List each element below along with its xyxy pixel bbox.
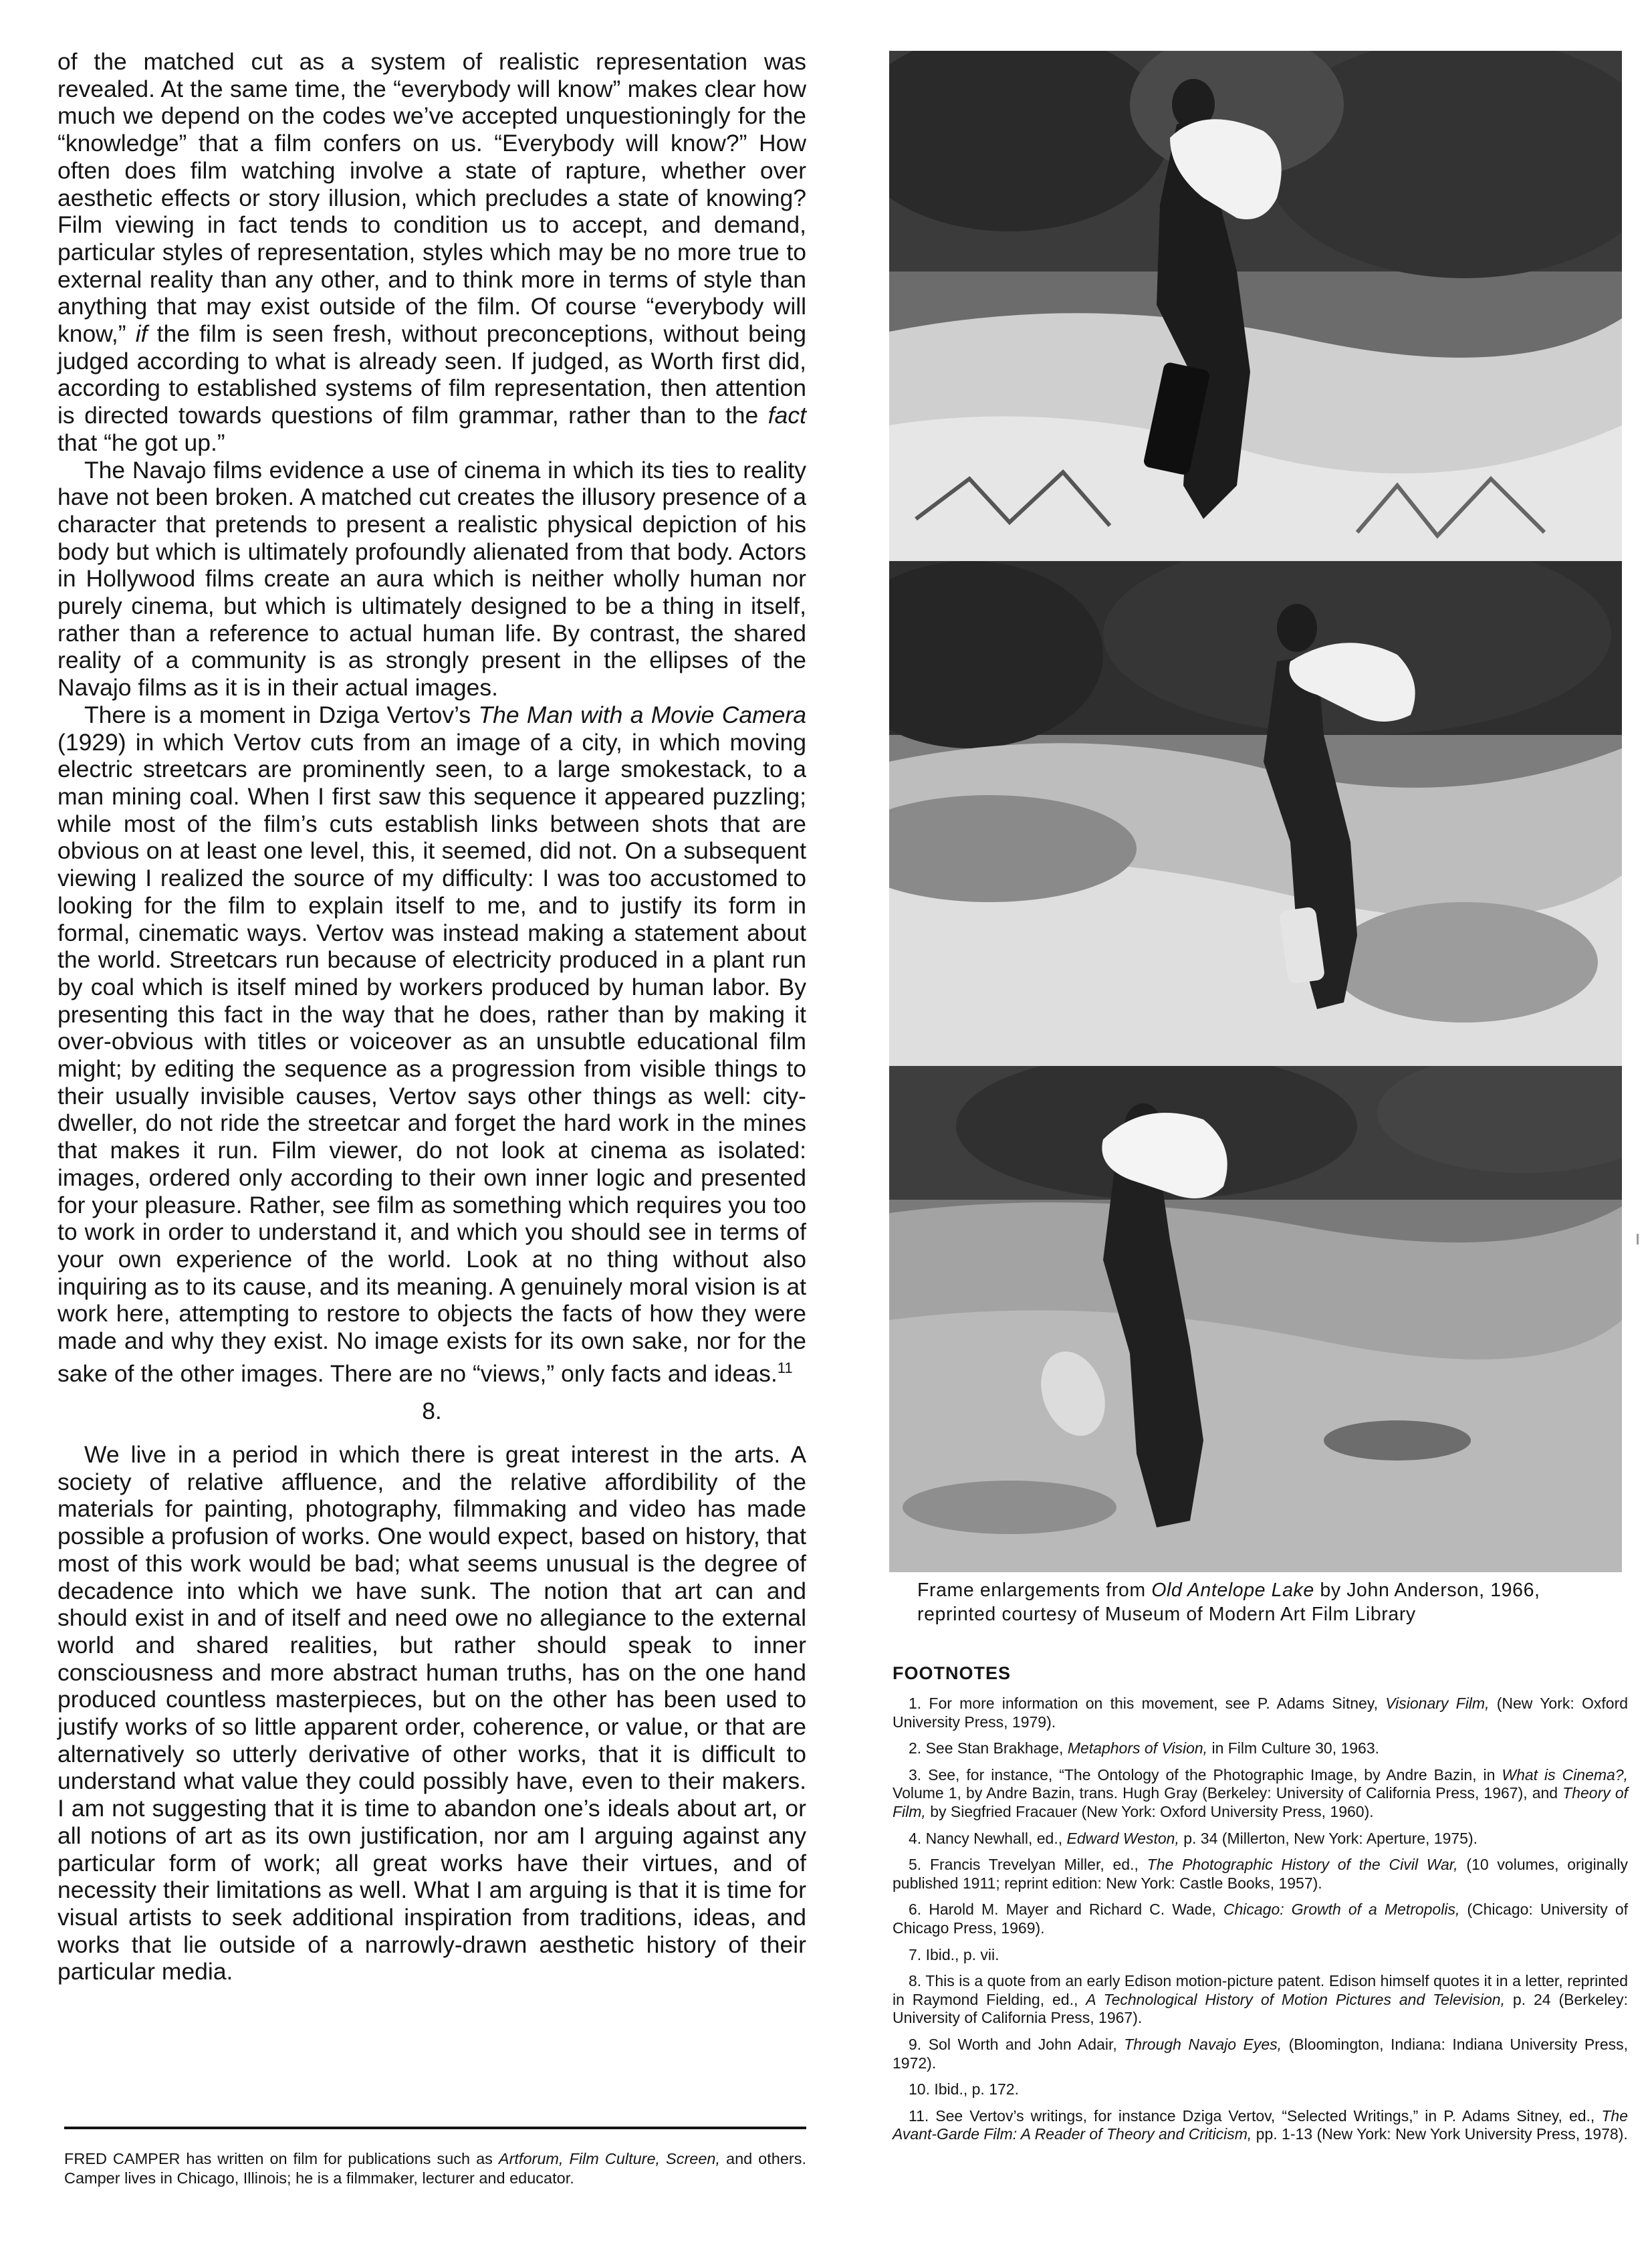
footnote-ref-11[interactable]: 11 (777, 1359, 793, 1376)
footnote-7: 7. Ibid., p. vii. (909, 1945, 999, 1963)
author-bio: FRED CAMPER has written on film for publications such as Artforum, Film Culture, Screen, and others. Camper lives in Chicago, Illinois; he is a filmmaker, lecturer and educator. (64, 2150, 807, 2187)
film-frame-3 (889, 1066, 1622, 1572)
frame-enlargements (889, 51, 1622, 1572)
footnote-11: 11. See Vertov’s writings, for instance Dziga Vertov, “Selected Writings,” in P. Adams Sitney, ed., The Avant-Garde Film: A Reader of Theory and Criticism, pp. 1-13 (New York: New York University Press, 1978). (893, 2107, 1628, 2143)
footnotes-heading: FOOTNOTES (893, 1663, 1011, 1683)
film-frame-1 (889, 51, 1622, 561)
bio-divider (64, 2127, 806, 2129)
footnote-9: 9. Sol Worth and John Adair, Through Navajo Eyes, (Bloomington, Indiana: Indiana University Press, 1972). (893, 2035, 1628, 2072)
film-frame-2-image (889, 561, 1622, 1066)
scan-mark (1637, 1234, 1639, 1245)
article-paragraph-1: of the matched cut as a system of realistic representation was revealed. At the same time, the “everybody will know” makes clear how much we depend on the codes we’ve accepted unquestioningly for the “knowledge” that a film confers on us. “Everybody will know?” How often does film watching involve a state of rapture, whether over aesthetic effects or story illusion, which precludes a state of knowing? Film viewing in fact tends to condition us to accept, and demand, particular styles of representation, styles which may be no more true to external reality than any other, and to think more in terms of style than anything that may exist outside of the film. Of course “everybody will know,” if the film is seen fresh, without preconceptions, without being judged according to what is already seen. If judged, as Worth first did, according to established systems of film representation, then attention is directed towards questions of film grammar, rather than to the fact that “he got up.” (57, 48, 806, 456)
film-frame-2 (889, 561, 1622, 1066)
article-body (57, 48, 806, 1985)
article-paragraph-4: We live in a period in which there is great interest in the arts. A society of relative affluence, and the relative affordibility of the materials for painting, photography, filmmaking and video has made possible a profusion of works. One would expect, based on history, that most of this work would be bad; what seems unusual is the degree of decadence into which we have sunk. The notion that art can and should exist in and of itself and need owe no allegiance to the external world and shared realities, but rather should speak to inner consciousness and more abstract human truths, has on the one hand produced countless masterpieces, but on the other has been used to justify works of so little apparent order, coherence, or value, or that are alternatively so utterly derivative of other works, that it is difficult to understand what value they could possibly have, even to their makers. I am not suggesting that it is time to abandon one’s ideals about art, or all notions of art as its own justification, nor am I arguing against any particular form of work; all great works have their virtues, and of necessity their limitations as well. What I am arguing is that it is time for visual artists to seek additional inspiration from traditions, ideas, and works that lie outside of a narrowly-drawn aesthetic history of their particular media. (57, 1440, 806, 1985)
footnote-2: 2. See Stan Brakhage, Metaphors of Vision, in Film Culture 30, 1963. (909, 1739, 1380, 1757)
footnote-4: 4. Nancy Newhall, ed., Edward Weston, p. 34 (Millerton, New York: Aperture, 1975). (909, 1829, 1478, 1847)
footnote-10: 10. Ibid., p. 172. (909, 2080, 1019, 2098)
footnote-3: 3. See, for instance, “The Ontology of the Photographic Image, by Andre Bazin, in What is Cinema?, Volume 1, by Andre Bazin, trans. Hugh Gray (Berkeley: University of California Press, 1967), and Theory of Film, by Siegfried Fracauer (New York: Oxford University Press, 1960). (893, 1765, 1629, 1820)
footnote-6: 6. Harold M. Mayer and Richard C. Wade, Chicago: Growth of a Metropolis, (Chicago: University of Chicago Press, 1969). (893, 1901, 1629, 1937)
film-frame-1-image (889, 51, 1622, 561)
section-number: 8. (422, 1398, 442, 1425)
photo-caption: Frame enlargements from Old Antelope Lake by John Anderson, 1966, reprinted courtesy of Museum of Modern Art Film Library (917, 1580, 1540, 1625)
footnote-8: 8. This is a quote from an early Edison motion-picture patent. Edison himself quotes it in a letter, reprinted in Raymond Fielding, ed., A Technological History of Motion Pictures and Television, p. 24 (Berkeley: University of California Press, 1967). (893, 1972, 1628, 2027)
film-frame-3-image (889, 1066, 1622, 1572)
footnote-5: 5. Francis Trevelyan Miller, ed., The Photographic History of the Civil War, (10 volumes, originally published 1911; reprint edition: New York: Castle Books, 1957). (893, 1856, 1629, 1892)
article-paragraph-2: The Navajo films evidence a use of cinema in which its ties to reality have not been broken. A matched cut creates the illusory presence of a character that pretends to present a realistic physical depiction of his body but which is ultimately profoundly alienated from that body. Actors in Hollywood films create an aura which is neither wholly human nor purely cinema, but which is ultimately designed to be a thing in itself, rather than a reference to actual human life. By contrast, the shared reality of a community is as strongly present in the ellipses of the Navajo films as it is in their actual images. (57, 456, 806, 701)
footnotes-list (893, 1695, 1628, 2152)
footnote-1: 1. For more information on this movement, see P. Adams Sitney, Visionary Film, (New York: Oxford University Press, 1979). (893, 1695, 1629, 1731)
article-paragraph-3: There is a moment in Dziga Vertov’s The Man with a Movie Camera (1929) in which Vertov cuts from an image of a city, in which moving electric streetcars are prominently seen, to a large smokestack, to a man mining coal. When I first saw this sequence it appeared puzzling; while most of the film’s cuts establish links between shots that are obvious on at least one level, this, it seemed, did not. On a subsequent viewing I realized the source of my difficulty: I was too accustomed to looking for the film to explain itself to me, and to justify its form in formal, cinematic ways. Vertov was instead making a statement about the world. Streetcars run because of electricity produced in a plant run by coal which is itself mined by workers produced by human labor. By presenting this fact in the way that he does, rather than by making it over-obvious with titles or voiceover as an unsubtle educational film might; by editing the sequence as a progression from visible things to their usually invisible causes, Vertov says other things as well: city-dweller, do not ride the streetcar and forget the hard work in the mines that makes it run. Film viewer, do not look at cinema as isolated: images, ordered only according to their own inner logic and presented for your pleasure. Rather, see film as something which requires you too to work in order to understand it, and which you should see in terms of your own experience of the world. Look at no thing without also inquiring as to its cause, and its meaning. A genuinely moral vision is at work here, attempting to restore to objects the facts of how they were made and why they exist. No image exists for its own sake, nor for the sake of the other images. There are no “views,” only facts and ideas.$^{11}$ (57, 701, 806, 1387)
